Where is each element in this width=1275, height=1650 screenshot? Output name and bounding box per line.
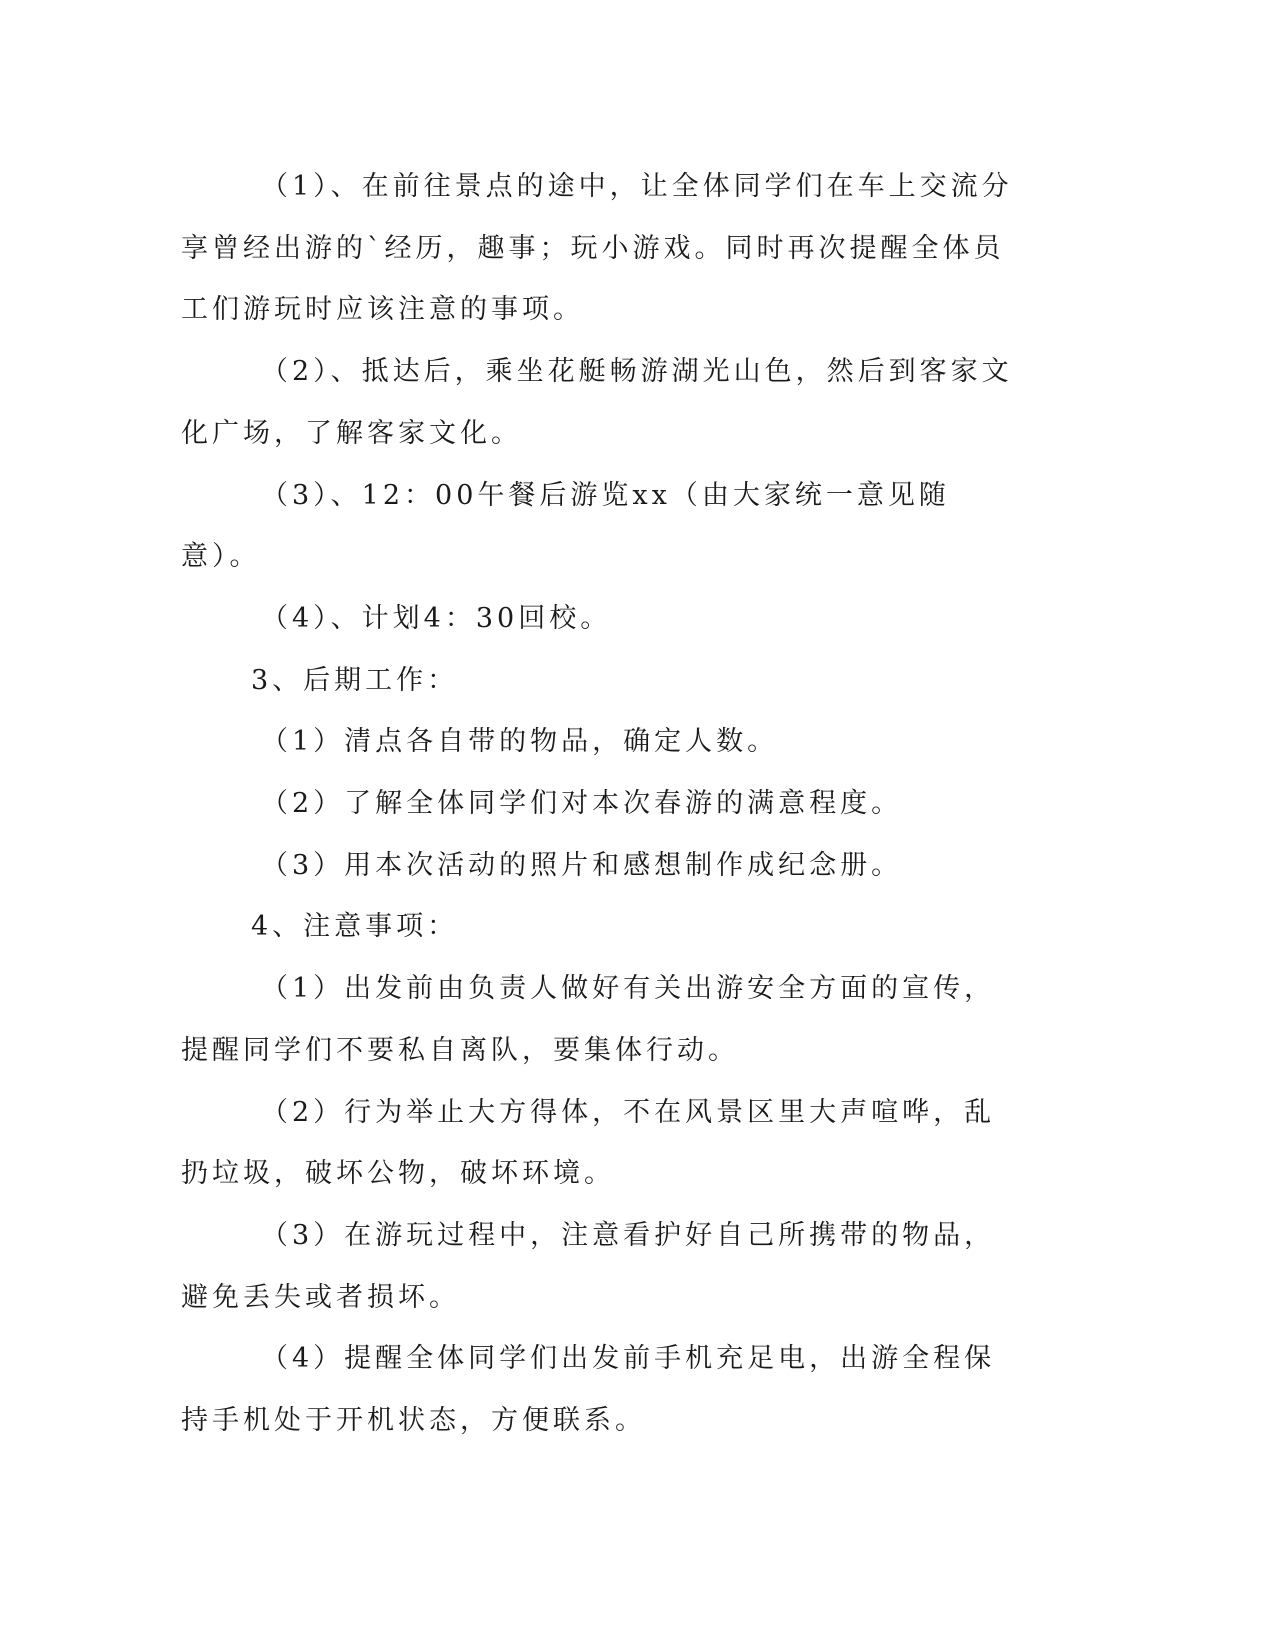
paragraph-safety-briefing: （1）出发前由负责人做好有关出游安全方面的宣传，提醒同学们不要私自离队，要集体行动。 [181, 973, 996, 1066]
paragraph-return: （4）、计划4：30回校。 [261, 602, 612, 634]
paragraph-phone: （4）提醒全体同学们出发前手机充足电，出游全程保持手机处于开机状态，方便联系。 [181, 1343, 996, 1437]
document-body [181, 156, 1021, 1452]
paragraph-travel-activities: （1）、在前往景点的途中，让全体同学们在车上交流分享曾经出游的`经历，趣事；玩小游戏。同时再次提醒全体员工们游玩时应该注意的事项。 [181, 171, 1013, 326]
paragraph-lunch: （3）、12：00午餐后游览xx（由大家统一意见随意）。 [181, 479, 950, 573]
section-heading-post-work: 3、后期工作： [251, 664, 459, 696]
paragraph-belongings: （3）在游玩过程中，注意看护好自己所携带的物品，避免丢失或者损坏。 [181, 1219, 996, 1313]
paragraph-behavior: （2）行为举止大方得体，不在风景区里大声喧哗，乱扔垃圾，破坏公物，破坏环境。 [181, 1096, 996, 1190]
paragraph-album: （3）用本次活动的照片和感想制作成纪念册。 [261, 849, 903, 881]
paragraph-arrival: （2）、抵达后，乘坐花艇畅游湖光山色，然后到客家文化广场，了解客家文化。 [181, 356, 1013, 449]
paragraph-count-items: （1）清点各自带的物品，确定人数。 [261, 726, 779, 758]
paragraph-satisfaction: （2）了解全体同学们对本次春游的满意程度。 [261, 788, 903, 820]
section-heading-notes: 4、注意事项： [251, 911, 459, 943]
